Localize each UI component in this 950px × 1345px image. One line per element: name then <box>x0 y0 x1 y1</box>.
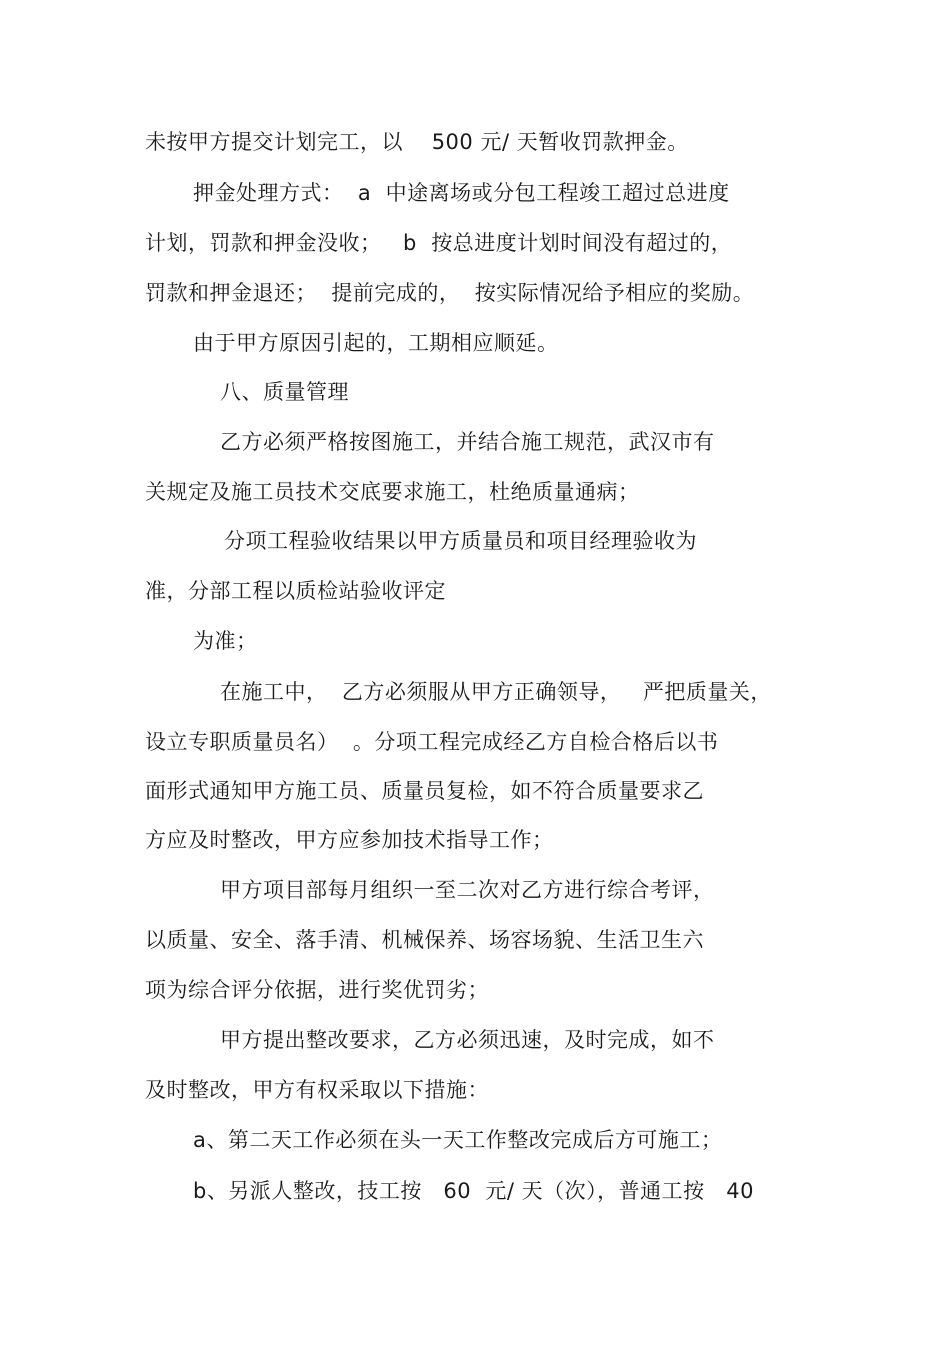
text-line: 罚款和押金退还； 提前完成的， 按实际情况给予相应的奖励。 <box>145 281 755 305</box>
text-line: 未按甲方提交计划完工，以 500 元/ 天暂收罚款押金。 <box>145 130 689 154</box>
list-item: a、第二天工作必须在头一天工作整改完成后方可施工； <box>193 1128 723 1152</box>
text-line: 分项工程验收结果以甲方质量员和项目经理验收为 <box>224 529 697 553</box>
text-line: 押金处理方式： a 中途离场或分包工程竣工超过总进度 <box>193 181 730 205</box>
text-line: 准，分部工程以质检站验收评定 <box>145 579 446 603</box>
text-line: 以质量、安全、落手清、机械保养、场容场貌、生活卫生六 <box>145 928 704 952</box>
text-line: 项为综合评分依据，进行奖优罚劣； <box>145 978 489 1002</box>
section-heading: 八、质量管理 <box>220 380 349 404</box>
text-line: 由于甲方原因引起的，工期相应顺延。 <box>193 331 559 355</box>
text-line: 设立专职质量员名） 。分项工程完成经乙方自检合格后以书 <box>145 730 719 754</box>
text-line: 为准； <box>193 629 258 653</box>
text-line: 面形式通知甲方施工员、质量员复检，如不符合质量要求乙 <box>145 779 704 803</box>
text-line: 乙方必须严格按图施工，并结合施工规范，武汉市有 <box>220 430 715 454</box>
text-line: 及时整改，甲方有权采取以下措施： <box>145 1078 489 1102</box>
text-line: 甲方提出整改要求，乙方必须迅速，及时完成，如不 <box>220 1028 715 1052</box>
text-line: 在施工中， 乙方必须服从甲方正确领导， 严把质量关， <box>220 680 772 704</box>
text-line: 甲方项目部每月组织一至二次对乙方进行综合考评， <box>220 878 715 902</box>
text-line: 计划，罚款和押金没收； b 按总进度计划时间没有超过的， <box>145 231 733 255</box>
list-item: b、另派人整改，技工按 60 元/ 天（次），普通工按 40 <box>193 1179 754 1203</box>
text-line: 关规定及施工员技术交底要求施工，杜绝质量通病； <box>145 480 640 504</box>
text-line: 方应及时整改，甲方应参加技术指导工作； <box>145 828 554 852</box>
